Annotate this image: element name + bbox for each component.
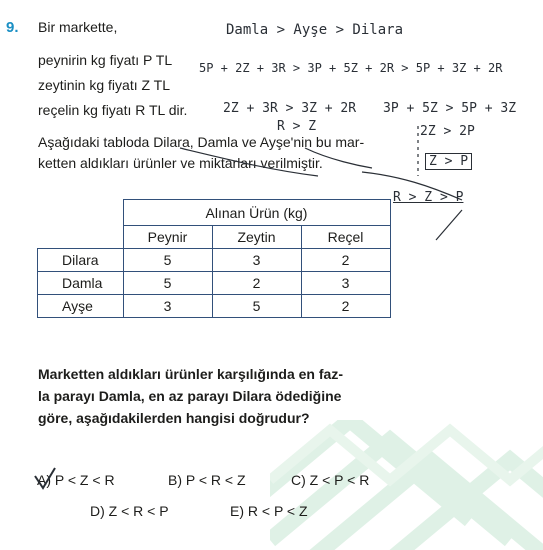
handwritten-note: 2Z > 2P bbox=[420, 124, 475, 139]
row-name: Damla bbox=[38, 272, 124, 295]
table-cell: 3 bbox=[123, 295, 212, 318]
handwritten-note: Damla > Ayşe > Dilara bbox=[226, 22, 404, 38]
table-cell: 2 bbox=[212, 272, 301, 295]
option-text: Z < R < P bbox=[108, 503, 169, 519]
question-line: la parayı Damla, en az parayı Dilara ödediğine bbox=[38, 388, 342, 404]
question-line: göre, aşağıdakilerden hangisi doğrudur? bbox=[38, 410, 310, 426]
table-description-line: Aşağıdaki tabloda Dilara, Damla ve Ayşe'nin bu mar- bbox=[38, 134, 365, 150]
column-header: Reçel bbox=[301, 226, 390, 249]
table-cell: 5 bbox=[212, 295, 301, 318]
handwritten-note: Z > P bbox=[425, 153, 472, 170]
option-key: D) bbox=[90, 503, 105, 519]
option-key: C) bbox=[291, 472, 306, 488]
option-key: E) bbox=[230, 503, 244, 519]
intro-line: Bir markette, bbox=[38, 19, 118, 35]
arrow-stroke bbox=[362, 172, 462, 200]
table-cell: 2 bbox=[301, 295, 390, 318]
column-header: Peynir bbox=[123, 226, 212, 249]
table-description-line: ketten aldıkları ürünler ve miktarları verilmiştir. bbox=[38, 155, 323, 171]
option-key: B) bbox=[168, 472, 182, 488]
handwritten-note: R > Z > P bbox=[393, 190, 464, 205]
question-line: Marketten aldıkları ürünler karşılığında en faz- bbox=[38, 366, 343, 382]
arrow-stroke bbox=[180, 148, 318, 176]
arrow-stroke bbox=[305, 148, 372, 168]
option-text: P < Z < R bbox=[54, 472, 115, 488]
option-text: Z < P < R bbox=[309, 472, 370, 488]
handwritten-note: 2Z + 3R > 3Z + 2R bbox=[223, 101, 357, 116]
question-number: 9. bbox=[6, 19, 19, 36]
intro-line: reçelin kg fiyatı R TL dir. bbox=[38, 102, 188, 118]
pen-stroke bbox=[436, 210, 462, 240]
option-key: A) bbox=[37, 472, 51, 488]
table-cell: 3 bbox=[301, 272, 390, 295]
checkmark-icon bbox=[32, 466, 58, 492]
table-group-header: Alınan Ürün (kg) bbox=[123, 200, 390, 226]
option-text: R < P < Z bbox=[247, 503, 308, 519]
table-cell: 2 bbox=[301, 249, 390, 272]
table-cell: 3 bbox=[212, 249, 301, 272]
handwritten-note: R > Z bbox=[277, 119, 317, 134]
intro-line: zeytinin kg fiyatı Z TL bbox=[38, 77, 171, 93]
handwritten-note: 5P + 2Z + 3R > 3P + 5Z + 2R > 5P + 3Z + 2R bbox=[199, 61, 503, 75]
row-name: Dilara bbox=[38, 249, 124, 272]
option-text: P < R < Z bbox=[185, 472, 246, 488]
table-cell: 5 bbox=[123, 272, 212, 295]
row-name: Ayşe bbox=[38, 295, 124, 318]
handwritten-note: 3P + 5Z > 5P + 3Z bbox=[383, 101, 517, 116]
table-cell: 5 bbox=[123, 249, 212, 272]
intro-line: peynirin kg fiyatı P TL bbox=[38, 52, 173, 68]
column-header: Zeytin bbox=[212, 226, 301, 249]
